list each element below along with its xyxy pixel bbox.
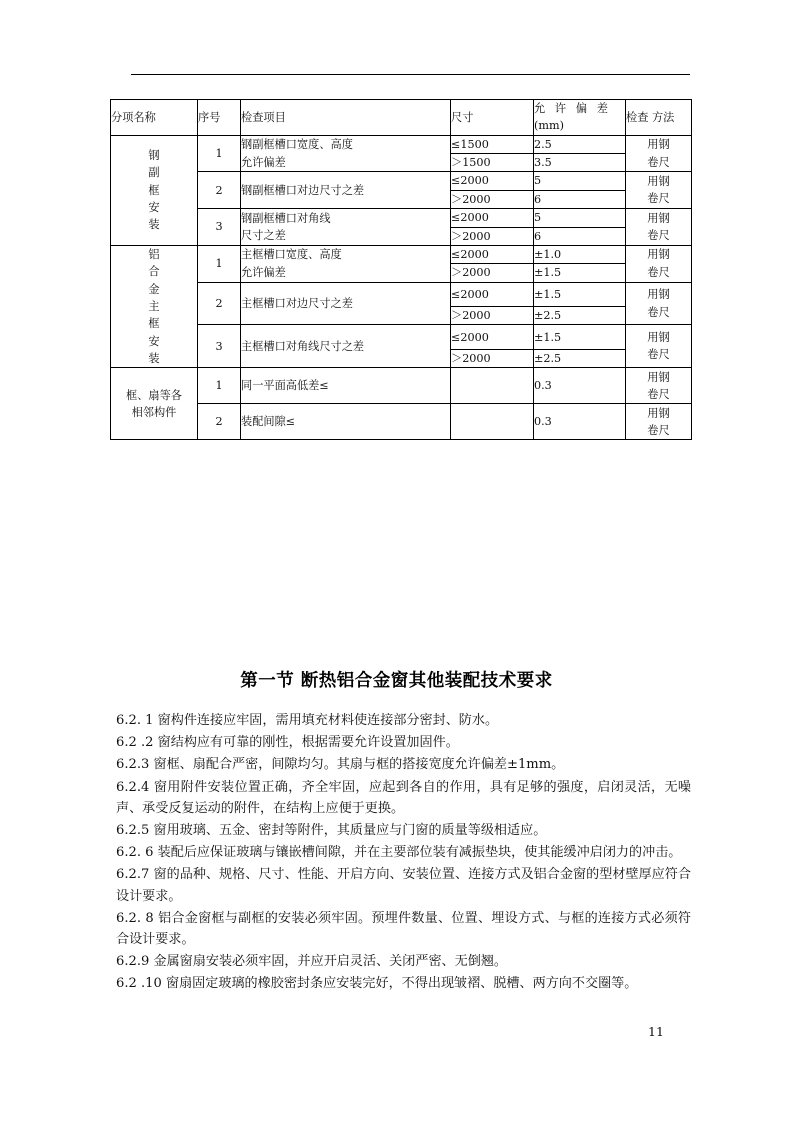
table-row — [111, 404, 692, 440]
inspection-item — [241, 245, 451, 282]
tolerance-value: 0.3 — [534, 368, 626, 404]
page-number: 11 — [648, 1024, 664, 1039]
inspection-method-line: 用钢 — [647, 211, 670, 225]
inspection-method-line: 用钢 — [647, 174, 670, 188]
row-number: 2 — [198, 404, 241, 440]
inspection-method-line: 卷尺 — [647, 155, 670, 169]
size-value: ＞2000 — [451, 264, 534, 282]
inspection-item — [241, 325, 451, 368]
inspection-method-line: 卷尺 — [647, 229, 670, 243]
row-number: 2 — [198, 282, 241, 325]
group-label-steel-subframe — [111, 135, 198, 245]
inspection-method-line: 用钢 — [647, 138, 670, 152]
inspection-method-line: 卷尺 — [647, 192, 670, 206]
paragraph: 6.2. 6 装配后应保证玻璃与镶嵌槽间隙，并在主要部位装有减振垫块，使其能缓冲启闭力的冲击。 — [116, 845, 682, 861]
inspection-item-line: 同一平面高低差≤ — [241, 379, 329, 393]
table-row — [111, 325, 692, 350]
tolerance-value: 6 — [534, 227, 626, 245]
tolerance-value: ±1.5 — [534, 325, 626, 350]
header-tolerance-title: 允许偏差 — [534, 102, 608, 115]
header-rule — [131, 74, 690, 75]
group-label-char: 钢 — [148, 148, 160, 162]
header-method-line2: 方法 — [651, 110, 675, 124]
size-value — [451, 404, 534, 440]
row-number: 1 — [198, 245, 241, 282]
tolerance-value: ±1.5 — [534, 282, 626, 307]
tolerance-value: 6 — [534, 190, 626, 208]
row-number: 2 — [198, 172, 241, 209]
tolerance-value: 5 — [534, 172, 626, 190]
table-row — [111, 368, 692, 404]
table-row — [111, 135, 692, 153]
group-label-aluminium-mainframe — [111, 245, 198, 368]
tolerance-value: 2.5 — [534, 135, 626, 153]
inspection-method — [626, 282, 692, 325]
paragraph: 6.2.7 窗的品种、规格、尺寸、性能、开启方向、安装位置、连接方式及铝合金窗的型材壁厚应符合设计要求。 — [116, 867, 691, 904]
group-label-char: 框 — [148, 317, 160, 331]
inspection-method-line: 卷尺 — [647, 265, 670, 279]
tolerance-value: ±2.5 — [534, 307, 626, 325]
inspection-item-line: 主框槽口对角线尺寸之差 — [241, 339, 365, 353]
inspection-item — [241, 368, 451, 404]
header-cell-item: 检查项目 — [241, 100, 451, 136]
size-value: ＞2000 — [451, 190, 534, 208]
inspection-item — [241, 209, 451, 246]
paragraph: 6.2.9 金属窗扇安装必须牢固，并应开启灵活、关闭严密、无倒翘。 — [116, 954, 508, 970]
row-number: 3 — [198, 209, 241, 246]
tolerance-table-container — [110, 99, 691, 440]
inspection-item-line: 尺寸之差 — [241, 229, 286, 243]
inspection-item — [241, 282, 451, 325]
section-heading: 第一节 断热铝合金窗其他装配技术要求 — [240, 671, 553, 691]
size-value: ＞2000 — [451, 350, 534, 368]
inspection-method — [626, 135, 692, 172]
inspection-method-line: 卷尺 — [647, 348, 670, 362]
inspection-item-line: 主框槽口对边尺寸之差 — [241, 296, 353, 310]
tolerance-value: ±1.0 — [534, 245, 626, 263]
tolerance-value: 0.3 — [534, 404, 626, 440]
row-number: 1 — [198, 368, 241, 404]
row-number: 3 — [198, 325, 241, 368]
tolerance-value: 3.5 — [534, 154, 626, 172]
group-label-char: 主 — [148, 299, 160, 313]
inspection-item — [241, 172, 451, 209]
table-header-row — [111, 100, 692, 136]
size-value: ＞1500 — [451, 154, 534, 172]
header-cell-name: 分项名称 — [111, 100, 198, 136]
group-label-adjacent-members — [111, 368, 198, 440]
size-value: ≤2000 — [451, 209, 534, 227]
size-value: ≤1500 — [451, 135, 534, 153]
tolerance-table — [110, 99, 692, 440]
paragraph: 6.2. 1 窗构件连接应牢固，需用填充材料使连接部分密封、防水。 — [116, 713, 499, 728]
paragraph: 6.2 .2 窗结构应有可靠的刚性，根据需要允许设置加固件。 — [116, 735, 459, 751]
paragraph: 6.2.3 窗框、扇配合严密，间隙均匀。其扇与框的搭接宽度允许偏差±1mm。 — [116, 757, 565, 773]
group-label-line: 相邻构件 — [131, 405, 177, 419]
size-value — [451, 368, 534, 404]
group-label-char: 框 — [148, 183, 160, 197]
table-row — [111, 172, 692, 190]
inspection-method — [626, 404, 692, 440]
header-cell-no: 序号 — [198, 100, 241, 136]
inspection-item-line: 允许偏差 — [241, 155, 286, 169]
tolerance-value: ±2.5 — [534, 350, 626, 368]
group-label-char: 安 — [148, 200, 160, 214]
inspection-method — [626, 325, 692, 368]
group-label-line: 框、扇等各 — [126, 388, 182, 402]
inspection-item — [241, 404, 451, 440]
inspection-item-line: 装配间隙≤ — [241, 415, 296, 429]
paragraph: 6.2.5 窗用玻璃、五金、密封等附件，其质量应与门窗的质量等级相适应。 — [116, 823, 547, 839]
inspection-item-line: 钢副框槽口宽度、高度 — [241, 138, 353, 152]
size-value: ＞2000 — [451, 307, 534, 325]
size-value: ＞2000 — [451, 227, 534, 245]
size-value: ≤2000 — [451, 325, 534, 350]
header-cell-tolerance — [534, 100, 626, 136]
size-value: ≤2000 — [451, 245, 534, 263]
paragraph: 6.2 .10 窗扇固定玻璃的橡胶密封条应安装完好，不得出现皱褶、脱槽、两方向不交圈等。 — [116, 976, 638, 992]
inspection-method — [626, 368, 692, 404]
size-value: ≤2000 — [451, 172, 534, 190]
group-label-char: 装 — [148, 218, 160, 232]
paragraph: 6.2.4 窗用附件安装位置正确，齐全牢固，应起到各自的作用，具有足够的强度，启闭灵活，无噪声、承受反复运动的附件，在结构上应便于更换。 — [116, 779, 691, 816]
group-label-char: 副 — [148, 166, 160, 180]
group-label-char: 铝 — [148, 247, 160, 261]
group-label-char: 金 — [148, 282, 160, 296]
inspection-item-line: 允许偏差 — [241, 265, 286, 279]
paragraph: 6.2. 8 铝合金窗框与副框的安装必须牢固。预埋件数量、位置、埋设方式、与框的连接方式必须符合设计要求。 — [116, 910, 691, 948]
inspection-item — [241, 135, 451, 172]
header-cell-size: 尺寸 — [451, 100, 534, 136]
inspection-method-line: 用钢 — [647, 248, 670, 262]
inspection-method-line: 用钢 — [647, 370, 670, 384]
inspection-method-line: 卷尺 — [647, 305, 670, 319]
inspection-item-line: 主框槽口宽度、高度 — [241, 248, 342, 262]
tolerance-value: ±1.5 — [534, 264, 626, 282]
header-method-line1: 检查 — [626, 110, 649, 124]
row-number: 1 — [198, 135, 241, 172]
inspection-method-line: 用钢 — [647, 331, 670, 345]
table-row — [111, 209, 692, 227]
inspection-method-line: 卷尺 — [647, 423, 670, 437]
inspection-method-line: 卷尺 — [647, 387, 670, 401]
inspection-method-line: 用钢 — [647, 406, 670, 420]
inspection-method — [626, 209, 692, 246]
tolerance-value: 5 — [534, 209, 626, 227]
size-value: ≤2000 — [451, 282, 534, 307]
table-row — [111, 282, 692, 307]
inspection-item-line: 钢副框槽口对边尺寸之差 — [241, 183, 365, 197]
group-label-char: 装 — [148, 352, 160, 366]
header-cell-method — [626, 100, 692, 136]
inspection-method — [626, 245, 692, 282]
inspection-method-line: 用钢 — [647, 288, 670, 302]
header-tolerance-unit: (mm) — [534, 119, 564, 133]
body-paragraphs — [116, 710, 691, 996]
group-label-char: 合 — [148, 265, 160, 279]
table-row — [111, 245, 692, 263]
inspection-item-line: 钢副框槽口对角线 — [241, 211, 331, 225]
inspection-method — [626, 172, 692, 209]
group-label-char: 安 — [148, 334, 160, 348]
